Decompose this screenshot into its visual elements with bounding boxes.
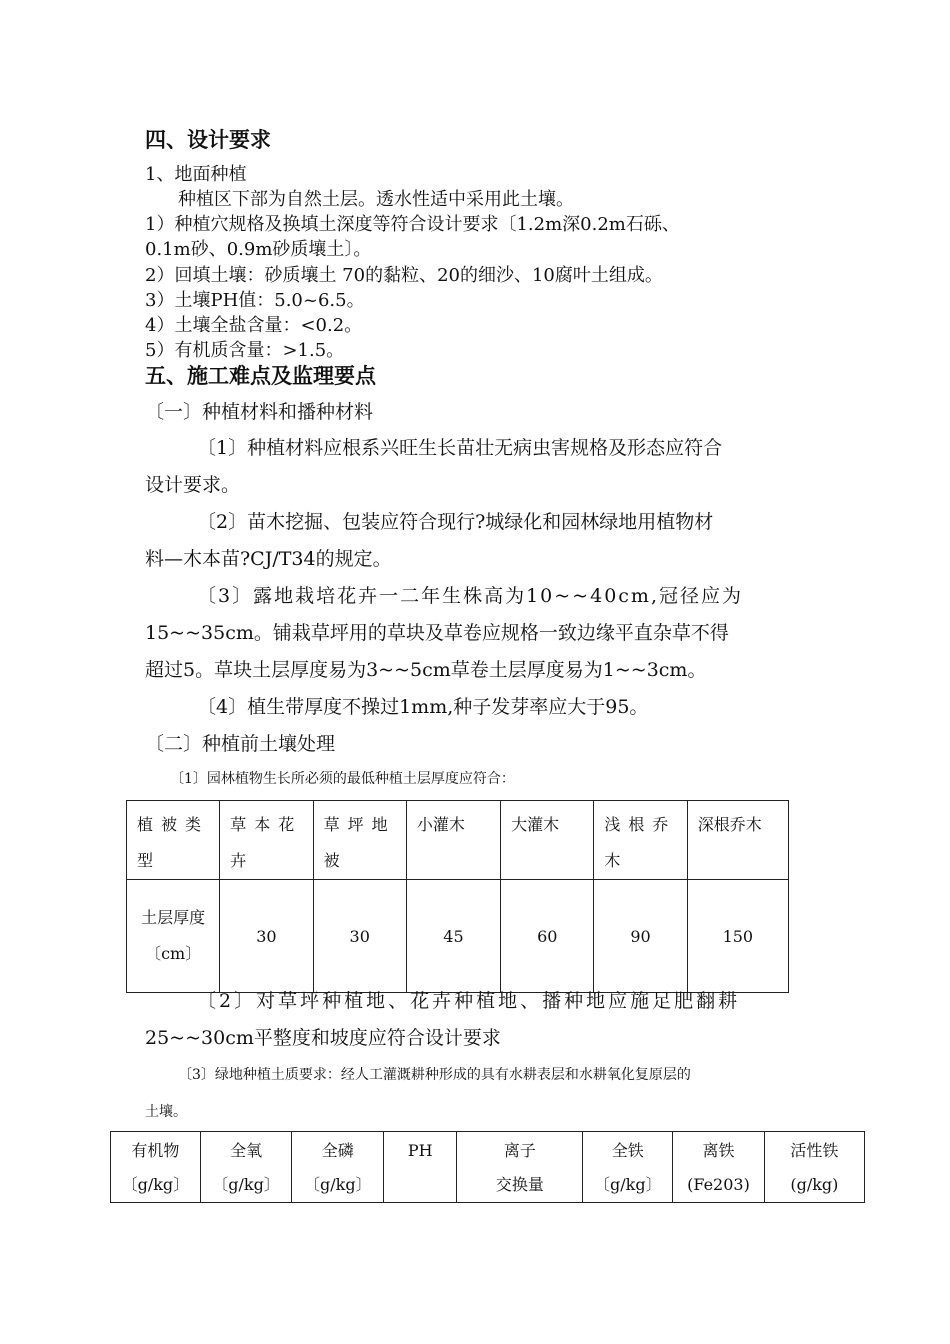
table-cell: 30 bbox=[313, 880, 406, 993]
subheading-soil-treatment: 〔二〕种植前土壤处理 bbox=[145, 733, 336, 755]
table-cell: 90 bbox=[594, 880, 687, 993]
note-soil-quality-line2: 土壤。 bbox=[145, 1104, 187, 1120]
table-cell: 60 bbox=[501, 880, 594, 993]
paragraph-3-line2: 15~~35cm。铺栽草坪用的草块及草卷应规格一致边缘平直杂草不得 bbox=[145, 622, 729, 644]
soil-quality-table bbox=[110, 1131, 865, 1203]
soil-thickness-table bbox=[126, 800, 789, 993]
table-header-cell: 草本花卉 bbox=[220, 801, 313, 880]
section-heading-design-requirements: 四、设计要求 bbox=[145, 128, 271, 152]
paragraph-1-line1: 〔1〕种植材料应根系兴旺生长苗壮无病虫害规格及形态应符合 bbox=[197, 437, 723, 459]
requirement-1-line1: 1）种植穴规格及换填土深度等符合设计要求〔1.2m深0.2m石砾、 bbox=[145, 214, 680, 235]
table-header-cell: 全磷 〔g/kg〕 bbox=[292, 1132, 384, 1203]
table-header-cell: 全铁 〔g/kg〕 bbox=[583, 1132, 673, 1203]
table-cell: 150 bbox=[687, 880, 788, 993]
item-ground-planting-title: 1、地面种植 bbox=[145, 164, 247, 185]
table-header-cell: 大灌木 bbox=[501, 801, 594, 880]
table-header-cell: 全氧 〔g/kg〕 bbox=[200, 1132, 292, 1203]
table-header-cell: PH bbox=[384, 1132, 457, 1203]
table-header-cell: 离铁 (Fe203) bbox=[673, 1132, 765, 1203]
table-header-cell: 深根乔木 bbox=[687, 801, 788, 880]
requirement-3: 3）土壤PH值：5.0~6.5。 bbox=[145, 290, 365, 311]
requirement-5: 5）有机质含量：>1.5。 bbox=[145, 340, 345, 361]
table-header-cell: 离子 交换量 bbox=[457, 1132, 583, 1203]
section-heading-construction-points: 五、施工难点及监理要点 bbox=[145, 364, 376, 388]
table-header-cell: 有机物 〔g/kg〕 bbox=[111, 1132, 201, 1203]
table-cell: 30 bbox=[220, 880, 313, 993]
table-header-cell: 植被类型 bbox=[127, 801, 220, 880]
paragraph-3-line1: 〔3〕露地栽培花卉一二年生株高为10~~40cm,冠径应为 bbox=[197, 585, 743, 607]
table-header-cell: 小灌木 bbox=[406, 801, 500, 880]
subheading-planting-materials: 〔一〕种植材料和播种材料 bbox=[145, 401, 374, 423]
table-cell: 45 bbox=[406, 880, 500, 993]
note-minimum-soil-thickness: 〔1〕园林植物生长所必须的最低种植土层厚度应符合： bbox=[170, 771, 515, 787]
table-header-cell: 活性铁 (g/kg) bbox=[764, 1132, 864, 1203]
paragraph-4: 〔4〕植生带厚度不操过1mm,种子发芽率应大于95。 bbox=[197, 696, 649, 718]
paragraph-3-line3: 超过5。草块土层厚度易为3~~5cm草卷土层厚度易为1~~3cm。 bbox=[145, 659, 707, 681]
paragraph-2-line2: 料—木本苗?CJ/T34的规定。 bbox=[145, 548, 392, 570]
table-row-label: 土层厚度〔cm〕 bbox=[127, 880, 220, 993]
paragraph-1-line2: 设计要求。 bbox=[145, 474, 241, 496]
requirement-4: 4）土壤全盐含量：<0.2。 bbox=[145, 315, 363, 336]
requirement-2: 2）回填土壤：砂质壤土 70的黏粒、20的细沙、10腐叶土组成。 bbox=[145, 265, 663, 286]
table-header-cell: 浅根乔木 bbox=[594, 801, 687, 880]
table-header-cell: 草坪地被 bbox=[313, 801, 406, 880]
paragraph-2-line1: 〔2〕苗木挖掘、包装应符合现行?城绿化和园林绿地用植物材 bbox=[197, 511, 714, 533]
note-soil-quality-line1: 〔3〕绿地种植土质要求：经人工灌溉耕种形成的具有水耕表层和水耕氧化复原层的 bbox=[178, 1067, 691, 1083]
item-ground-planting-text: 种植区下部为自然土层。透水性适中采用此土壤。 bbox=[178, 189, 574, 210]
paragraph-5-line2: 25~~30cm平整度和坡度应符合设计要求 bbox=[145, 1027, 501, 1049]
requirement-1-line2: 0.1m砂、0.9m砂质壤土〕。 bbox=[145, 239, 372, 260]
paragraph-5-line1: 〔2〕对草坪种植地、花卉种植地、播种地应施足肥翻耕 bbox=[197, 990, 741, 1012]
